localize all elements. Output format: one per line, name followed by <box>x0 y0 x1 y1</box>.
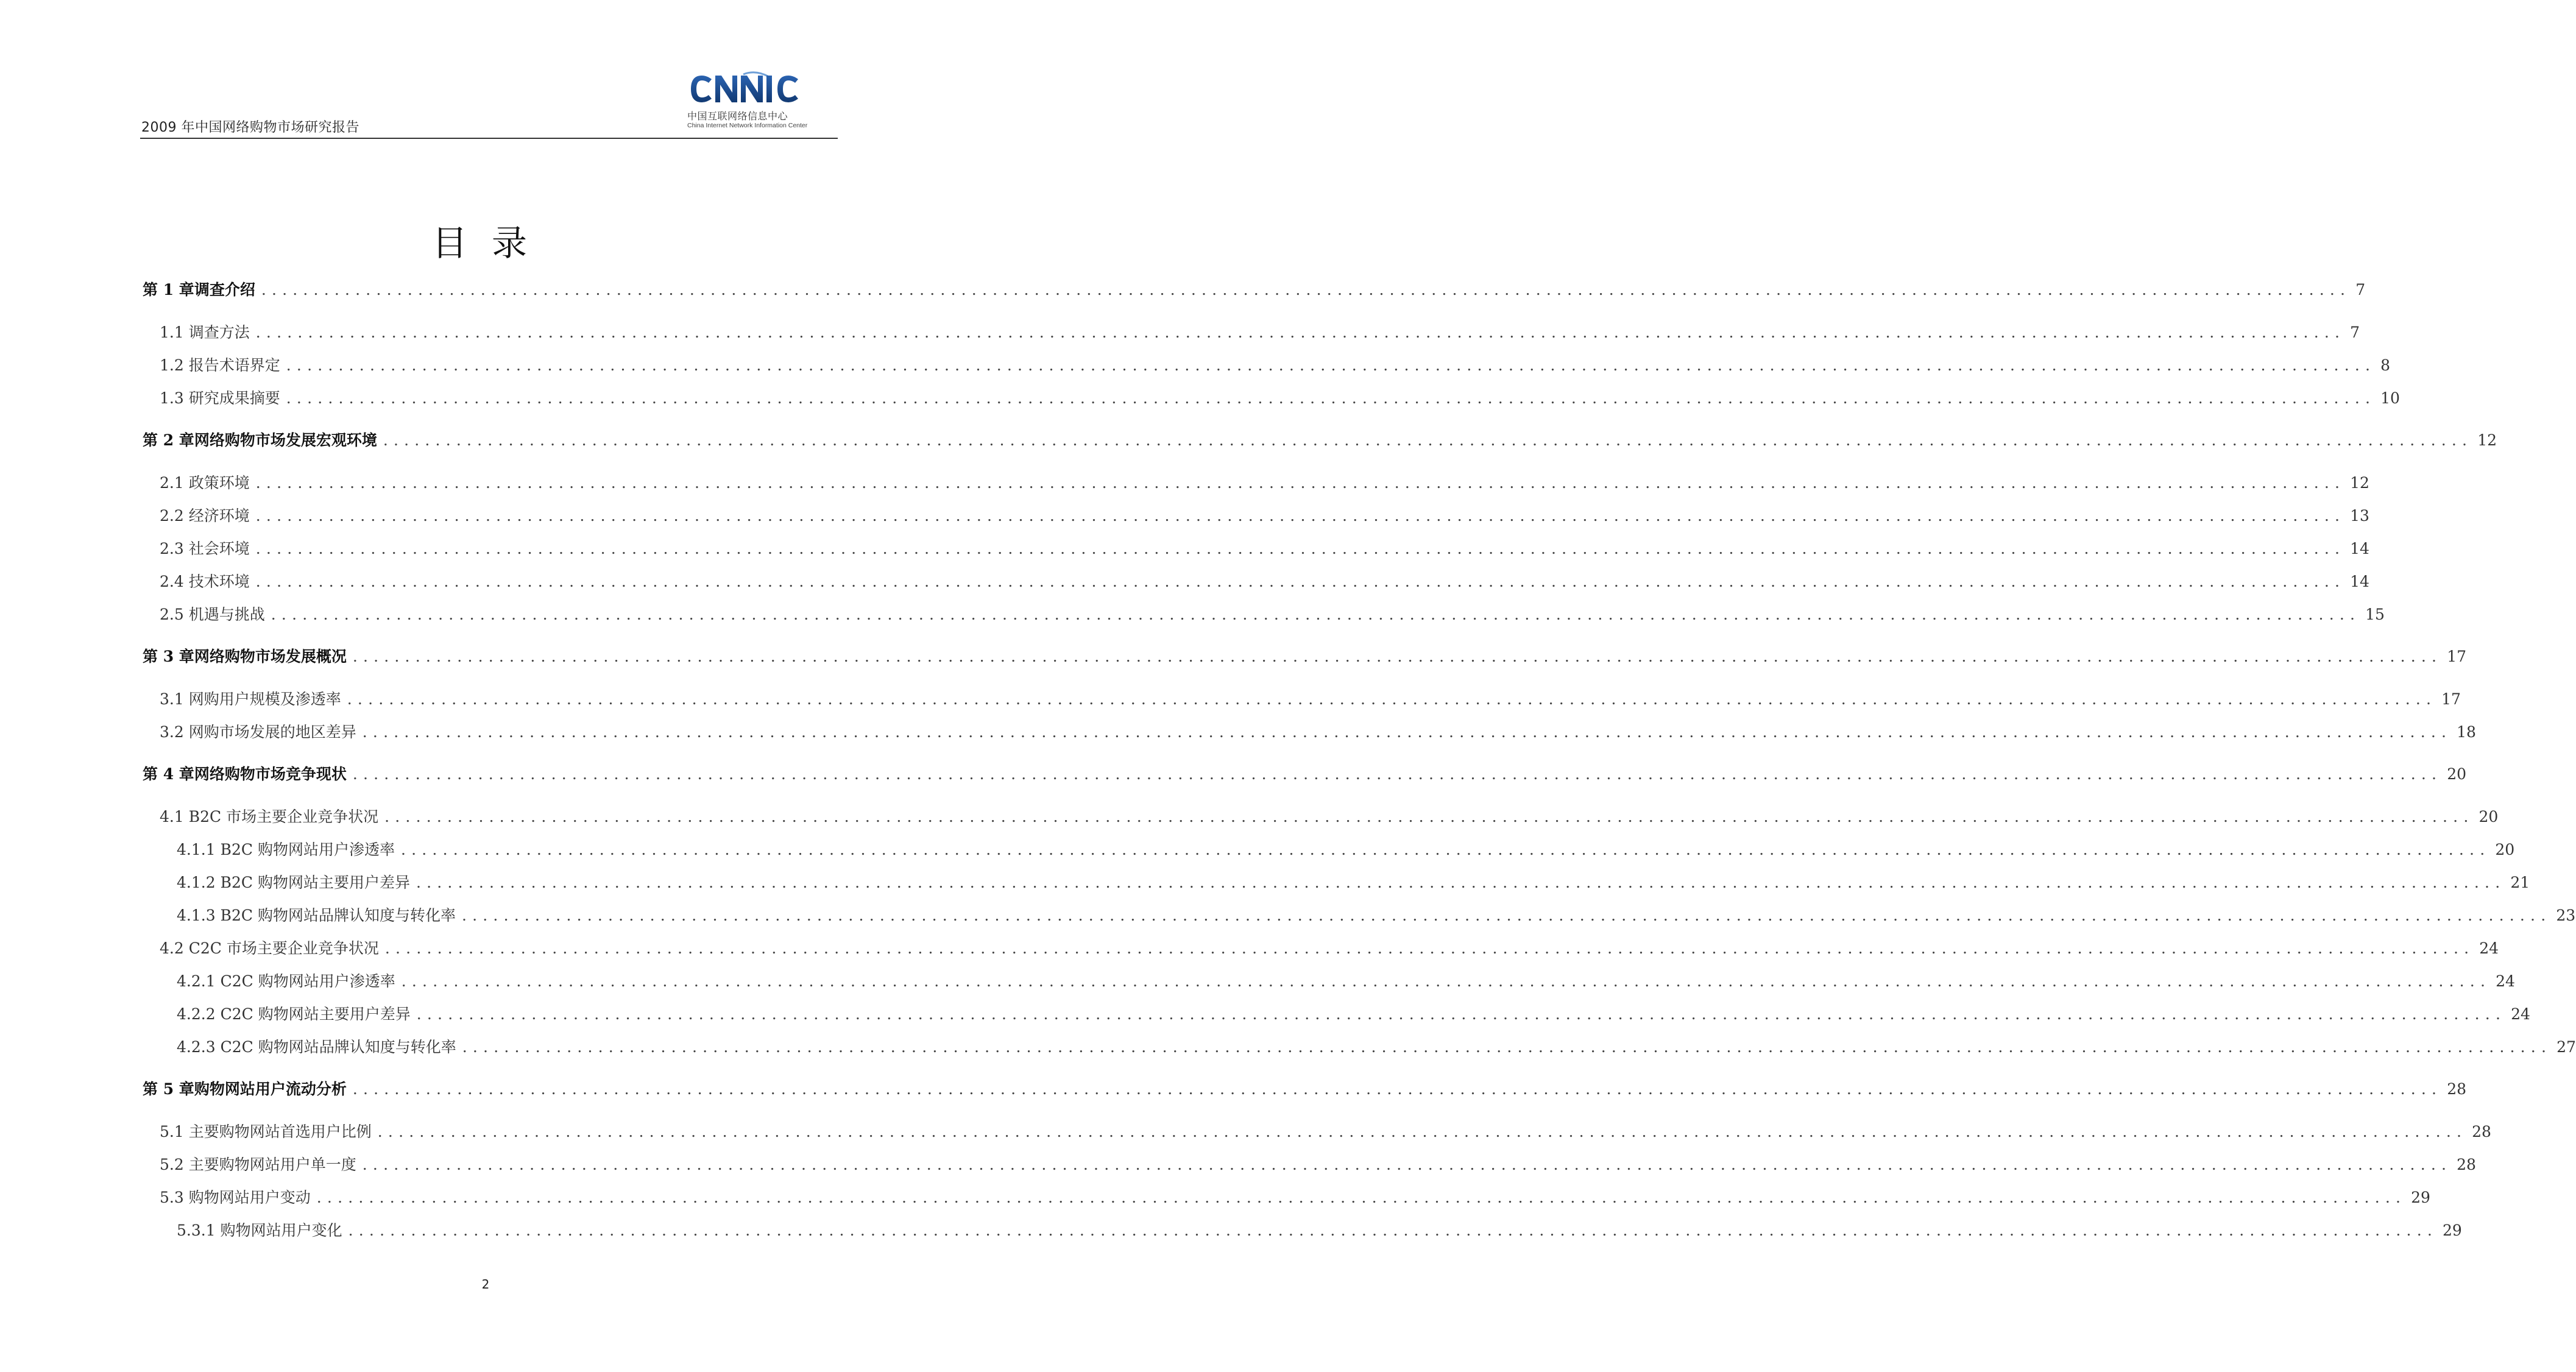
toc-entry-number: 3.1 <box>160 690 184 708</box>
toc-entry-number: 2.2 <box>160 507 184 525</box>
toc-leader-dots: ........................................................................................................................................................................................................ <box>286 389 2376 407</box>
toc-entry-page: 12 <box>2350 474 2369 492</box>
toc-entry-label: 网络购物市场竞争现状 <box>194 765 347 783</box>
toc-entry-label: B2C 购物网站品牌认知度与转化率 <box>220 907 456 924</box>
toc-entry[interactable] <box>160 687 2461 712</box>
toc-entry-label: 机遇与挑战 <box>188 606 265 623</box>
toc-entry-number: 1.2 <box>160 356 184 374</box>
toc-entry-page: 23 <box>2556 907 2576 924</box>
toc-entry-number: 4.1.1 <box>177 841 216 858</box>
toc-leader-dots: ........................................................................................................................................................................................................ <box>352 1080 2443 1098</box>
toc-leader-dots: ........................................................................................................................................................................................................ <box>255 540 2346 557</box>
toc-leader-dots: ........................................................................................................................................................................................................ <box>352 648 2443 665</box>
toc-entry-number: 2.3 <box>160 540 184 557</box>
toc-leader-dots: ........................................................................................................................................................................................................ <box>461 907 2552 924</box>
toc-entry-number: 第 3 章 <box>143 648 194 665</box>
toc-leader-dots: ........................................................................................................................................................................................................ <box>416 874 2506 891</box>
toc-leader-dots: ........................................................................................................................................................................................................ <box>377 1123 2468 1140</box>
toc-entry-page: 27 <box>2557 1038 2576 1056</box>
toc-entry-number: 4.2.2 <box>177 1005 216 1023</box>
toc-entry-number: 4.2.1 <box>177 972 216 990</box>
toc-entry[interactable] <box>160 320 2360 345</box>
toc-entry-number: 2.5 <box>160 606 184 623</box>
toc-entry-label: 网购用户规模及渗透率 <box>188 690 341 708</box>
toc-entry-number: 第 4 章 <box>143 765 194 783</box>
toc-entry-label: 网购市场发展的地区差异 <box>188 723 356 741</box>
toc-leader-dots: ........................................................................................................................................................................................................ <box>271 606 2361 623</box>
toc-entry-page: 20 <box>2447 765 2466 783</box>
toc-entry[interactable] <box>160 353 2391 378</box>
toc-leader-dots: ........................................................................................................................................................................................................ <box>401 972 2491 990</box>
toc-entry-label: 技术环境 <box>188 573 250 590</box>
toc-entry[interactable] <box>160 504 2369 528</box>
toc-entry-label: 社会环境 <box>188 540 250 557</box>
toc-entry-label: 调查介绍 <box>194 281 255 299</box>
toc-leader-dots: ........................................................................................................................................................................................................ <box>362 723 2452 741</box>
toc-entry-page: 8 <box>2380 356 2391 374</box>
toc-entry[interactable] <box>143 1077 2466 1101</box>
toc-entry[interactable] <box>160 537 2369 561</box>
toc-entry[interactable] <box>177 838 2515 862</box>
toc-leader-dots: ........................................................................................................................................................................................................ <box>384 808 2474 826</box>
toc-entry-number: 第 1 章 <box>143 281 194 299</box>
toc-entry[interactable] <box>177 1035 2576 1059</box>
toc-leader-dots: ........................................................................................................................................................................................................ <box>383 431 2473 449</box>
toc-entry-page: 20 <box>2479 808 2499 826</box>
toc-entry-page: 20 <box>2495 841 2515 858</box>
toc-entry[interactable] <box>143 428 2497 453</box>
toc-entry-label: C2C 购物网站品牌认知度与转化率 <box>220 1038 456 1056</box>
toc-entry-number: 1.3 <box>160 389 184 407</box>
toc-entry-number: 第 5 章 <box>143 1080 194 1098</box>
toc-leader-dots: ........................................................................................................................................................................................................ <box>255 324 2346 341</box>
toc-entry-label: 网络购物市场发展概况 <box>194 648 347 665</box>
toc-entry-number: 5.1 <box>160 1123 184 1140</box>
toc-entry-number: 2.4 <box>160 573 184 590</box>
toc-entry[interactable] <box>177 871 2530 895</box>
toc-entry[interactable] <box>143 278 2366 302</box>
toc-leader-dots: ........................................................................................................................................................................................................ <box>261 281 2351 299</box>
toc-entry-page: 28 <box>2447 1080 2466 1098</box>
toc-entry-label: C2C 购物网站主要用户差异 <box>220 1005 411 1023</box>
toc-entry-label: 购物网站用户变化 <box>220 1222 342 1239</box>
toc-entry-label: 调查方法 <box>188 324 250 341</box>
toc-entry-number: 4.1.2 <box>177 874 216 891</box>
toc-entry-number: 4.1.3 <box>177 907 216 924</box>
toc-leader-dots: ........................................................................................................................................................................................................ <box>416 1005 2507 1023</box>
toc-entry-page: 12 <box>2477 431 2497 449</box>
toc-entry-number: 2.1 <box>160 474 184 492</box>
logo-chinese-name: 中国互联网络信息中心 <box>687 110 788 122</box>
toc-entry-label: 购物网站用户流动分析 <box>194 1080 347 1098</box>
toc-entry[interactable] <box>160 805 2499 829</box>
toc-entry[interactable] <box>143 645 2466 669</box>
report-title: 2009 年中国网络购物市场研究报告 <box>141 120 359 135</box>
toc-leader-dots: ........................................................................................................................................................................................................ <box>362 1156 2452 1173</box>
toc-leader-dots: ........................................................................................................................................................................................................ <box>316 1189 2407 1206</box>
toc-entry[interactable] <box>160 1120 2491 1144</box>
toc-entry-page: 29 <box>2443 1222 2462 1239</box>
toc-entry-label: 主要购物网站首选用户比例 <box>188 1123 372 1140</box>
toc-entry[interactable] <box>177 1002 2530 1027</box>
toc-entry-page: 17 <box>2441 690 2461 708</box>
toc-entry-label: 经济环境 <box>188 507 250 525</box>
toc-entry-page: 7 <box>2355 281 2366 299</box>
page-number: 2 <box>481 1277 490 1292</box>
toc-leader-dots: ........................................................................................................................................................................................................ <box>255 507 2346 525</box>
toc-entry-page: 24 <box>2496 972 2515 990</box>
toc-entry-label: C2C 市场主要企业竞争状况 <box>188 939 379 957</box>
toc-entry[interactable] <box>143 762 2466 787</box>
toc-entry-page: 13 <box>2350 507 2369 525</box>
toc-leader-dots: ........................................................................................................................................................................................................ <box>255 474 2346 492</box>
toc-leader-dots: ........................................................................................................................................................................................................ <box>255 573 2346 590</box>
toc-entry-page: 7 <box>2350 324 2360 341</box>
logo-english-name: China Internet Network Information Center <box>687 122 808 129</box>
toc-leader-dots: ........................................................................................................................................................................................................ <box>384 939 2475 957</box>
toc-entry[interactable] <box>177 1218 2462 1243</box>
toc-entry-number: 5.3.1 <box>177 1222 216 1239</box>
toc-entry[interactable] <box>160 570 2369 594</box>
toc-entry-label: 网络购物市场发展宏观环境 <box>194 431 377 449</box>
toc-leader-dots: ........................................................................................................................................................................................................ <box>462 1038 2552 1056</box>
toc-entry[interactable] <box>160 936 2499 961</box>
toc-leader-dots: ........................................................................................................................................................................................................ <box>352 765 2443 783</box>
toc-entry[interactable] <box>160 720 2476 744</box>
toc-entry-label: B2C 市场主要企业竞争状况 <box>188 808 379 826</box>
toc-entry-page: 24 <box>2511 1005 2530 1023</box>
toc-entry[interactable] <box>177 969 2515 994</box>
toc-entry-number: 5.3 <box>160 1189 184 1206</box>
toc-leader-dots: ........................................................................................................................................................................................................ <box>348 1222 2438 1239</box>
toc-entry-page: 18 <box>2457 723 2476 741</box>
toc-entry-label: 报告术语界定 <box>188 356 280 374</box>
toc-entry-number: 4.1 <box>160 808 184 826</box>
toc-entry-page: 21 <box>2510 874 2530 891</box>
toc-entry-page: 28 <box>2457 1156 2476 1173</box>
toc-entry[interactable] <box>177 903 2576 928</box>
toc-entry-label: 主要购物网站用户单一度 <box>188 1156 356 1173</box>
toc-entry-label: B2C 购物网站用户渗透率 <box>220 841 395 858</box>
toc-entry-page: 10 <box>2380 389 2400 407</box>
toc-entry-page: 17 <box>2447 648 2466 665</box>
toc-entry-label: 购物网站用户变动 <box>188 1189 311 1206</box>
toc-entry-page: 15 <box>2365 606 2385 623</box>
toc-entry-page: 24 <box>2479 939 2499 957</box>
toc-entry-label: 政策环境 <box>188 474 250 492</box>
toc-entry-label: C2C 购物网站用户渗透率 <box>220 972 395 990</box>
page-title: 目录 <box>431 222 551 264</box>
toc-entry-number: 1.1 <box>160 324 184 341</box>
toc-entry-number: 4.2.3 <box>177 1038 216 1056</box>
toc-entry[interactable] <box>160 1153 2476 1177</box>
toc-entry-page: 28 <box>2472 1123 2491 1140</box>
toc-entry[interactable] <box>160 386 2400 411</box>
toc-entry-page: 14 <box>2350 540 2369 557</box>
toc-leader-dots: ........................................................................................................................................................................................................ <box>347 690 2437 708</box>
toc-entry[interactable] <box>160 603 2385 627</box>
toc-entry-number: 3.2 <box>160 723 184 741</box>
toc-leader-dots: ........................................................................................................................................................................................................ <box>400 841 2491 858</box>
toc-leader-dots: ........................................................................................................................................................................................................ <box>286 356 2376 374</box>
toc-entry[interactable] <box>160 471 2369 495</box>
toc-entry-page: 29 <box>2411 1189 2430 1206</box>
toc-entry-page: 14 <box>2350 573 2369 590</box>
toc-entry[interactable] <box>160 1186 2430 1210</box>
toc-entry-label: B2C 购物网站主要用户差异 <box>220 874 410 891</box>
toc-entry-number: 第 2 章 <box>143 431 194 449</box>
toc-entry-label: 研究成果摘要 <box>188 389 280 407</box>
toc-entry-number: 5.2 <box>160 1156 184 1173</box>
toc-entry-number: 4.2 <box>160 939 184 957</box>
